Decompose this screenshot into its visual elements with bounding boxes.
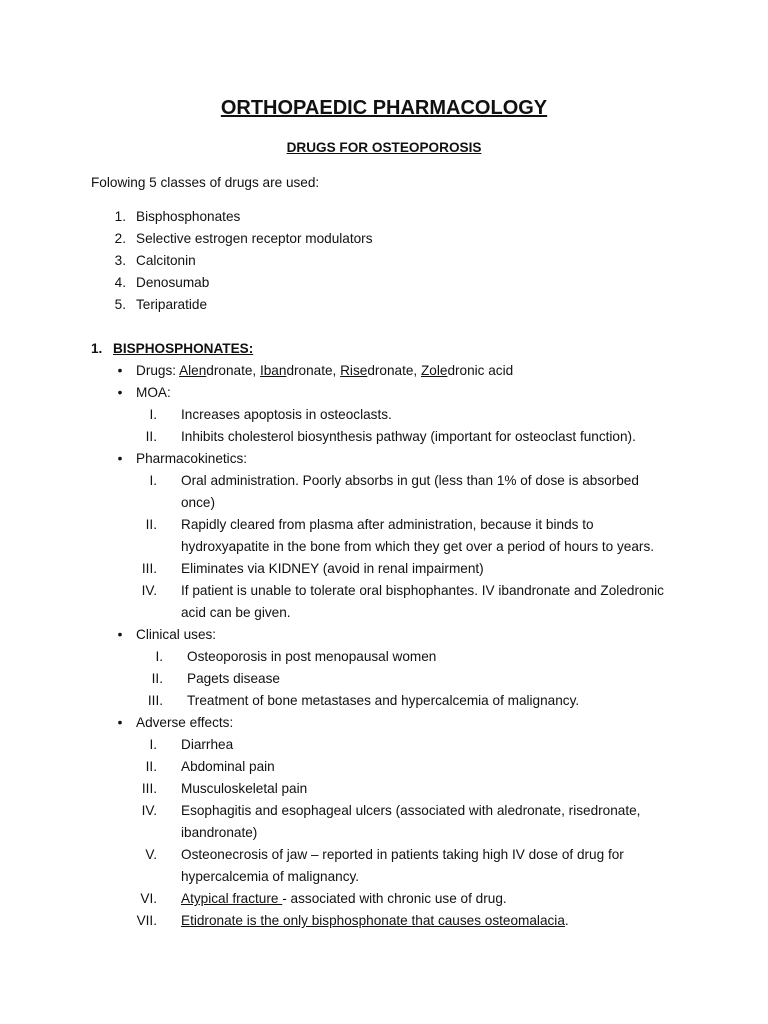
bullet-icon: •: [117, 715, 123, 730]
list-item: Abdominal pain: [181, 759, 275, 774]
list-item: Pagets disease: [187, 671, 280, 686]
roman-numeral: I.: [155, 649, 163, 664]
list-number: 3.: [114, 253, 126, 268]
list-item: Osteoporosis in post menopausal women: [187, 649, 437, 664]
drug-suffix: dronate,: [206, 363, 260, 378]
bullet-icon: •: [117, 385, 123, 400]
list-item: Osteonecrosis of jaw – reported in patients taking high IV dose of drug for: [181, 847, 624, 862]
section-subtitle: DRUGS FOR OSTEOPOROSIS: [286, 140, 482, 155]
section-heading: BISPHOSPHONATES:: [113, 341, 254, 356]
drug-suffix: dronate,: [367, 363, 421, 378]
roman-numeral: VII.: [136, 913, 157, 928]
roman-numeral: II.: [145, 759, 157, 774]
roman-numeral: IV.: [141, 803, 157, 818]
list-item: Teriparatide: [136, 297, 208, 312]
drug-suffix: dronate,: [286, 363, 341, 378]
list-item: Selective estrogen receptor modulators: [136, 231, 373, 246]
list-item: [181, 910, 569, 932]
drug-suffix: dronic acid: [447, 363, 514, 378]
drugs-label: Drugs:: [136, 363, 180, 378]
roman-numeral: II.: [145, 429, 157, 444]
underlined-text: Etidronate is the only bisphosphonate that causes osteomalacia: [181, 913, 565, 928]
roman-numeral: I.: [149, 737, 157, 752]
drug-prefix: Rise: [340, 363, 368, 378]
list-item: Bisphosphonates: [136, 209, 241, 224]
roman-numeral: III.: [141, 781, 157, 796]
intro-text: Folowing 5 classes of drugs are used:: [91, 175, 320, 190]
list-item: Denosumab: [136, 275, 210, 290]
adverse-label: Adverse effects:: [136, 715, 234, 730]
drug-prefix: Alen: [179, 363, 207, 378]
list-number: 5.: [114, 297, 126, 312]
list-item: [181, 888, 507, 910]
list-item: Diarrhea: [181, 737, 234, 752]
roman-numeral: III.: [141, 561, 157, 576]
roman-numeral: IV.: [141, 583, 157, 598]
list-item: Oral administration. Poorly absorbs in gut (less than 1% of dose is absorbed: [181, 473, 639, 488]
list-item: Rapidly cleared from plasma after administration, because it binds to: [181, 517, 594, 532]
drug-prefix: Zole: [420, 363, 448, 378]
page-title: ORTHOPAEDIC PHARMACOLOGY: [220, 97, 548, 119]
section-number: 1.: [91, 341, 103, 356]
list-item: Eliminates via KIDNEY (avoid in renal impairment): [181, 561, 484, 576]
roman-numeral: I.: [149, 407, 157, 422]
underlined-text: Atypical fracture: [181, 891, 283, 906]
roman-numeral: VI.: [140, 891, 157, 906]
list-item-continued: hydroxyapatite in the bone from which they get over a period of hours to years.: [181, 539, 655, 554]
drug-prefix: Iban: [259, 363, 287, 378]
bullet-icon: •: [117, 627, 123, 642]
list-item: Calcitonin: [136, 253, 196, 268]
roman-numeral: II.: [145, 517, 157, 532]
list-item: Inhibits cholesterol biosynthesis pathway (important for osteoclast function).: [181, 429, 636, 444]
list-item: Increases apoptosis in osteoclasts.: [181, 407, 392, 422]
bullet-icon: •: [117, 451, 123, 466]
list-item: If patient is unable to tolerate oral bisphophantes. IV ibandronate and Zoledronic: [181, 583, 664, 598]
list-item: Esophagitis and esophageal ulcers (associated with aledronate, risedronate,: [181, 803, 641, 818]
plain-text: .: [564, 913, 569, 928]
moa-label: MOA:: [136, 385, 171, 400]
list-number: 2.: [114, 231, 126, 246]
list-item-continued: ibandronate): [181, 825, 258, 840]
pk-label: Pharmacokinetics:: [136, 451, 248, 466]
plain-text: - associated with chronic use of drug.: [282, 891, 507, 906]
list-number: 1.: [114, 209, 126, 224]
clinical-label: Clinical uses:: [136, 627, 217, 642]
roman-numeral: I.: [149, 473, 157, 488]
list-item-continued: hypercalcemia of malignancy.: [181, 869, 360, 884]
bullet-icon: •: [117, 363, 123, 378]
list-item: Musculoskeletal pain: [181, 781, 308, 796]
list-item: Treatment of bone metastases and hypercalcemia of malignancy.: [187, 693, 580, 708]
list-number: 4.: [114, 275, 126, 290]
list-item-continued: once): [181, 495, 216, 510]
list-item-continued: acid can be given.: [181, 605, 291, 620]
drugs-line: [136, 360, 513, 382]
roman-numeral: II.: [151, 671, 163, 686]
roman-numeral: III.: [147, 693, 163, 708]
roman-numeral: V.: [145, 847, 157, 862]
